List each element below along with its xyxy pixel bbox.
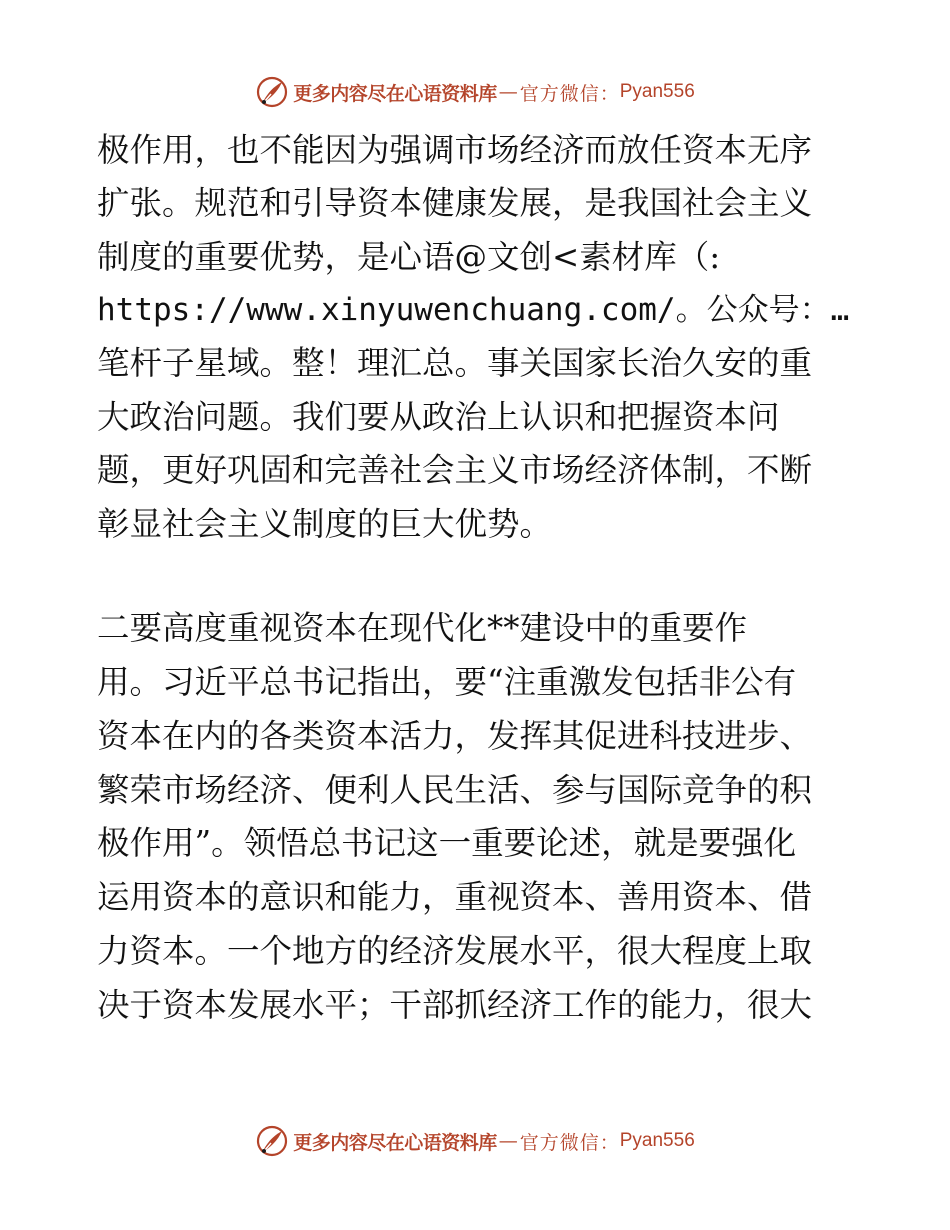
text-line: 繁荣市场经济、便利人民生活、参与国际竞争的积 (97, 771, 813, 809)
text-line: 笔杆子星域。整！理汇总。事关国家长治久安的重 (97, 344, 813, 382)
text-line: 运用资本的意识和能力，重视资本、善用资本、借 (97, 878, 813, 916)
text-line: 彰显社会主义制度的巨大优势。 (97, 505, 553, 543)
text-line: 用。习近平总书记指出，要“注重激发包括非公有 (97, 663, 797, 701)
footer-contact-label: 官方微信： (519, 1131, 620, 1154)
text-line: 力资本。一个地方的经济发展水平，很大程度上取 (97, 932, 813, 970)
footer-wechat-handle: Pyan556 (619, 1130, 695, 1151)
text-line-section-start: 二要高度重视资本在现代化**建设中的重要作 (97, 609, 748, 647)
banner-brand: 更多内容尽在心语资料库 (293, 82, 497, 105)
text-line: 扩张。规范和引导资本健康发展，是我国社会主义 (97, 184, 813, 222)
quill-logo-icon (255, 1124, 289, 1158)
text-line: 决于资本发展水平；干部抓经济工作的能力，很大 (97, 986, 813, 1024)
text-line-url: https://www.xinyuwenchuang.com/。公众号：… (97, 292, 850, 328)
text-line: 大政治问题。我们要从政治上认识和把握资本问 (97, 398, 780, 436)
footer-brand: 更多内容尽在心语资料库 (293, 1131, 497, 1154)
document-body (0, 125, 950, 1085)
footer-dash: — (498, 1130, 518, 1152)
text-line: 极作用”。领悟总书记这一重要论述，就是要强化 (97, 824, 797, 862)
quill-logo-icon (255, 75, 289, 109)
text-line: 资本在内的各类资本活力，发挥其促进科技进步、 (97, 717, 813, 755)
header-banner (0, 72, 950, 112)
banner-contact-label: 官方微信： (519, 82, 620, 105)
text-line: 题，更好巩固和完善社会主义市场经济体制，不断 (97, 451, 813, 489)
banner-wechat-handle: Pyan556 (619, 81, 695, 102)
text-line: 制度的重要优势，是心语@文创<素材库（: (97, 238, 721, 276)
banner-dash: — (498, 81, 518, 103)
footer-banner (0, 1121, 950, 1161)
text-line: 极作用，也不能因为强调市场经济而放任资本无序 (97, 131, 813, 169)
